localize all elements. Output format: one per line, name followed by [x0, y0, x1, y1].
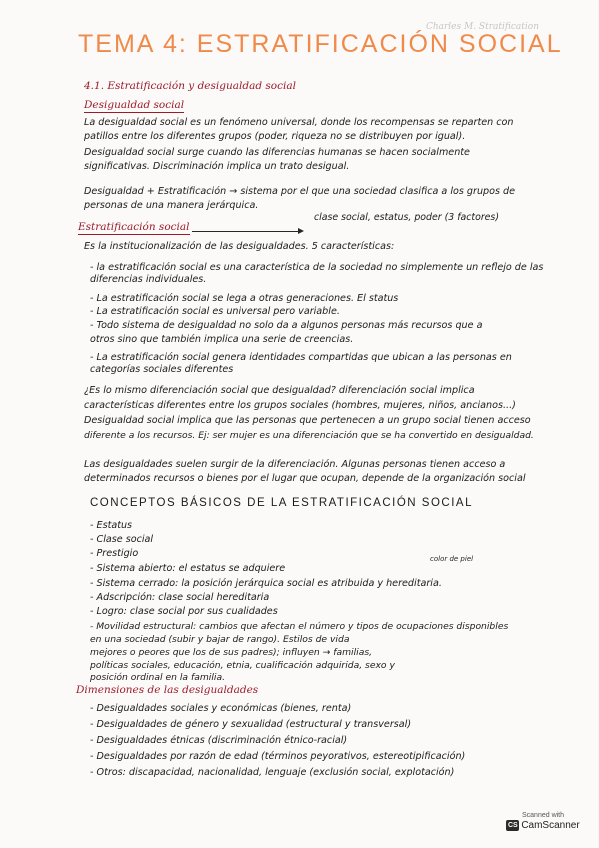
list-item: - Logro: clase social por sus cualidades [90, 606, 278, 617]
text-line: Es la institucionalización de las desigualdades. 5 características: [84, 241, 395, 252]
section-heading: 4.1. Estratificación y desigualdad social [84, 80, 296, 92]
bleed-through-text: Charles M. Stratification [425, 22, 539, 32]
text-line: Desigualdad social implica que las personas que pertenecen a un grupo social tienen acceso [84, 415, 531, 426]
list-item: - Desigualdades étnicas (discriminación étnico-racial) [90, 735, 348, 746]
text-line: significativas. Discriminación implica un trato desigual. [84, 161, 350, 172]
heading-estratificacion: Estratificación social [78, 221, 190, 233]
arrow-icon [192, 231, 302, 232]
text-line: ¿Es lo mismo diferenciación social que desigualdad? diferenciación social implica [84, 385, 475, 396]
list-item: - Desigualdades por razón de edad (términos peyorativos, estereotipificación) [90, 751, 466, 762]
text-line: patillos entre los diferentes grupos (poder, riqueza no se distribuyen por igual). [84, 131, 466, 142]
text-line: diferente a los recursos. Ej: ser mujer es una diferenciación que se ha convertido en desigualdad. [84, 430, 534, 441]
heading-desigualdad: Desigualdad social [84, 99, 185, 111]
list-item: posición ordinal en la familia. [90, 672, 225, 683]
list-item: - La estratificación social genera identidades compartidas que ubican a las personas en [90, 352, 512, 363]
list-item: - Otros: discapacidad, nacionalidad, lenguaje (exclusión social, explotación) [90, 767, 455, 778]
list-item: - Todo sistema de desigualdad no solo da a algunos personas más recursos que a [90, 320, 483, 331]
text-line: personas de una manera jerárquica. [84, 200, 259, 211]
list-item: - Clase social [90, 534, 154, 545]
badge-caption: Scanned with [521, 812, 565, 819]
list-item: - Sistema abierto: el estatus se adquiere [90, 563, 286, 574]
list-item: - la estratificación social es una característica de la sociedad no simplemente un reflejo de las [90, 262, 544, 273]
list-item: - Desigualdades sociales y económicas (bienes, renta) [90, 703, 352, 714]
color-note: color de piel [430, 555, 474, 563]
text-line: La desigualdad social es un fenómeno universal, donde los recompensas se reparten con [84, 117, 514, 128]
camscanner-logo-icon: CS [507, 822, 518, 829]
estratificacion-note: clase social, estatus, poder (3 factores) [314, 212, 499, 223]
list-item: - Sistema cerrado: la posición jerárquica social es atribuida y hereditaria. [90, 578, 442, 589]
camscanner-badge [502, 812, 584, 840]
list-item: diferencias individuales. [90, 274, 207, 285]
text-line: Desigualdad social surge cuando las diferencias humanas se hacen socialmente [84, 147, 470, 158]
list-item: - Estatus [90, 520, 133, 531]
list-item: mejores o peores que los de sus padres); influyen → familias, [90, 647, 373, 658]
list-item: otros sino que también implica una serie de creencias. [90, 334, 354, 345]
list-item: en una sociedad (subir y bajar de rango). Estilos de vida [90, 634, 350, 645]
text-line: características diferentes entre los grupos sociales (hombres, mujeres, niños, ancianos...) [84, 400, 516, 411]
text-line: Las desigualdades suelen surgir de la diferenciación. Algunas personas tienen acceso a [84, 459, 506, 470]
page-title: TEMA 4: ESTRATIFICACIÓN SOCIAL [78, 30, 563, 58]
list-item: categorías sociales diferentes [90, 364, 234, 375]
list-item: políticas sociales, educación, etnia, cualificación adquirida, sexo y [90, 660, 395, 671]
list-item: - Prestigio [90, 548, 139, 559]
heading-dimensiones: Dimensiones de las desigualdades [76, 684, 259, 696]
text-line: determinados recursos o bienes por el lugar que ocupan, depende de la organización social [84, 473, 526, 484]
concepts-heading: CONCEPTOS BÁSICOS DE LA ESTRATIFICACIÓN SOCIAL [90, 497, 473, 509]
list-item: - Movilidad estructural: cambios que afectan el número y tipos de ocupaciones disponibles [90, 621, 509, 632]
list-item: - Desigualdades de género y sexualidad (estructural y transversal) [90, 719, 412, 730]
text-line: Desigualdad + Estratificación → sistema por el que una sociedad clasifica a los grupos de [84, 186, 516, 197]
badge-name: CamScanner [521, 820, 580, 831]
list-item: - La estratificación social se lega a otras generaciones. El status [90, 293, 399, 304]
list-item: - La estratificación social es universal pero variable. [90, 306, 340, 317]
list-item: - Adscripción: clase social hereditaria [90, 592, 270, 603]
